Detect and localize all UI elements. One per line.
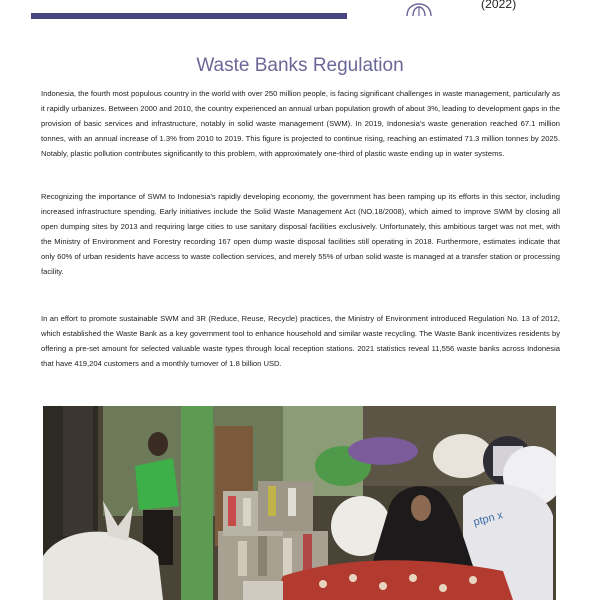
- header-accent-bar: [31, 13, 347, 19]
- paragraph-intro: Indonesia, the fourth most populous country in the world with over 250 million people, is facing significant challenges in waste management, particularly as it rapidly urbanizes. Between 2000 and 2010, the country experienced an annual urban population growth of about 3%, leading to development gaps in the provision of basic services and infrastructure, notably in solid waste management (SWM). In 2019, Indonesia's waste generation reached 67.1 million tonnes, with an annual increase of 1.3% from 2010 to 2019. This figure is projected to continue rising, reaching an estimated 71.3 million tonnes by 2025. Notably, plastic pollution contributes significantly to this problem, with approximately one-third of plastic waste ending up in water systems.: [41, 89, 560, 159]
- paragraph-waste-bank: In an effort to promote sustainable SWM and 3R (Reduce, Reuse, Recycle) practices, the Ministry of Environment introduced Regulation No. 13 of 2012, which established the Waste Bank as a key government tool to enhance household and similar waste recycling. The Waste Bank incentivizes residents by offering a pre-set amount for selected valuable waste types through local reception stations. 2021 statistics reveal 11,556 waste banks across Indonesia that have 419,204 customers and a monthly turnover of 1.8 billion USD.: [41, 314, 560, 369]
- page-title: Waste Banks Regulation: [196, 54, 404, 76]
- sack-label: ptpn x: [472, 509, 505, 529]
- people-icon: [404, 0, 434, 16]
- paragraph-government-efforts: Recognizing the importance of SWM to Indonesia's rapidly developing economy, the government has been ramping up its efforts in this sector, including increased infrastructure spending. Early initiatives include the Solid Waste Management Act (NO.18/2008), which aimed to improve SWM by closing all open dumping sites by 2013 and requiring large cities to use sanitary disposal facilities exclusively. Unfortunately, this ambitious target was not met, with the Ministry of Environment and Forestry recording 167 open dump waste disposal facilities still operating in 2018. Furthermore, estimates indicate that only 60% of urban residents have access to waste collection services, and merely 55% of urban solid waste is managed at a transfer station or processing facility.: [41, 192, 560, 277]
- year-label: (2022): [481, 0, 517, 11]
- waste-bank-photo: [43, 406, 556, 600]
